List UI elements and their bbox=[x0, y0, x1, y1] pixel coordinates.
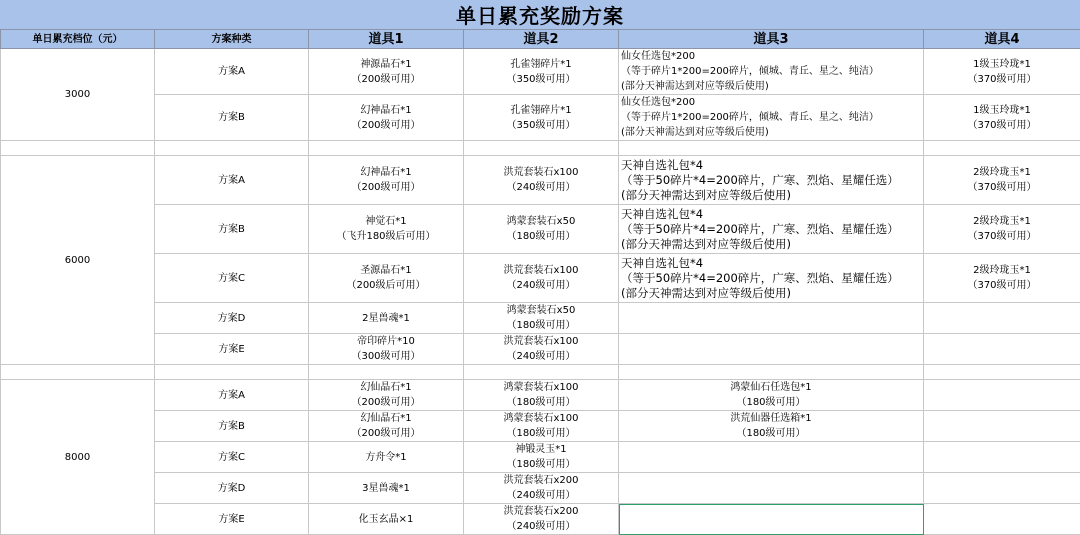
item3-cell[interactable]: 洪荒仙器任选箱*1 （180级可用） bbox=[619, 411, 924, 442]
item3-cell-selected[interactable] bbox=[619, 504, 924, 535]
item1-cell[interactable]: 神源晶石*1 （200级可用） bbox=[309, 49, 464, 95]
plan-cell[interactable]: 方案B bbox=[155, 95, 309, 141]
item4-cell[interactable] bbox=[924, 442, 1080, 473]
plan-cell[interactable]: 方案D bbox=[155, 473, 309, 504]
table-row bbox=[1, 442, 1080, 473]
item3-cell[interactable] bbox=[619, 442, 924, 473]
table-row bbox=[1, 473, 1080, 504]
table-row bbox=[1, 504, 1080, 535]
item4-cell[interactable] bbox=[924, 504, 1080, 535]
table-row bbox=[1, 95, 1080, 141]
plan-cell[interactable]: 方案B bbox=[155, 205, 309, 254]
header-item1[interactable]: 道具1 bbox=[309, 30, 464, 49]
tier-cell[interactable]: 3000 bbox=[1, 49, 155, 141]
item4-cell[interactable] bbox=[924, 411, 1080, 442]
item1-cell[interactable]: 帝印碎片*10 （300级可用） bbox=[309, 334, 464, 365]
item2-cell[interactable]: 洪荒套装石x100 （240级可用） bbox=[464, 254, 619, 303]
plan-cell[interactable]: 方案A bbox=[155, 49, 309, 95]
spacer-row bbox=[1, 365, 1080, 380]
item2-cell[interactable]: 洪荒套装石x200 （240级可用） bbox=[464, 473, 619, 504]
item3-cell[interactable]: 仙女任选包*200 （等于碎片1*200=200碎片，倾城、青丘、星之、纯洁） (部分天神需达到对应等级后使用) bbox=[619, 49, 924, 95]
table-row bbox=[1, 334, 1080, 365]
item1-cell[interactable]: 方舟令*1 bbox=[309, 442, 464, 473]
item1-cell[interactable]: 幻神晶石*1 （200级可用） bbox=[309, 95, 464, 141]
item2-cell[interactable]: 洪荒套装石x100 （240级可用） bbox=[464, 156, 619, 205]
item4-cell[interactable]: 1级玉玲珑*1 （370级可用） bbox=[924, 95, 1080, 141]
item3-cell[interactable]: 仙女任选包*200 （等于碎片1*200=200碎片，倾城、青丘、星之、纯洁） (部分天神需达到对应等级后使用) bbox=[619, 95, 924, 141]
header-row bbox=[1, 30, 1080, 49]
item2-cell[interactable]: 洪荒套装石x100 （240级可用） bbox=[464, 334, 619, 365]
tier-cell[interactable]: 8000 bbox=[1, 380, 155, 535]
plan-cell[interactable]: 方案A bbox=[155, 156, 309, 205]
spacer-row bbox=[1, 141, 1080, 156]
plan-cell[interactable]: 方案C bbox=[155, 254, 309, 303]
plan-cell[interactable]: 方案C bbox=[155, 442, 309, 473]
item3-cell[interactable]: 天神自选礼包*4 （等于50碎片*4=200碎片，广寒、烈焰、星耀任选） (部分天神需达到对应等级后使用) bbox=[619, 205, 924, 254]
item3-cell[interactable] bbox=[619, 303, 924, 334]
item2-cell[interactable]: 鸿蒙套装石x100 （180级可用） bbox=[464, 411, 619, 442]
item1-cell[interactable]: 幻神晶石*1 （200级可用） bbox=[309, 156, 464, 205]
item3-cell[interactable]: 天神自选礼包*4 （等于50碎片*4=200碎片，广寒、烈焰、星耀任选） (部分天神需达到对应等级后使用) bbox=[619, 156, 924, 205]
table-row bbox=[1, 156, 1080, 205]
item2-cell[interactable]: 洪荒套装石x200 （240级可用） bbox=[464, 504, 619, 535]
item4-cell[interactable] bbox=[924, 303, 1080, 334]
item1-cell[interactable]: 圣源晶石*1 （200级后可用） bbox=[309, 254, 464, 303]
table-row bbox=[1, 49, 1080, 95]
plan-cell[interactable]: 方案D bbox=[155, 303, 309, 334]
table-row bbox=[1, 303, 1080, 334]
plan-cell[interactable]: 方案A bbox=[155, 380, 309, 411]
sheet-title[interactable]: 单日累充奖励方案 bbox=[0, 0, 1080, 30]
item3-cell[interactable]: 鸿蒙仙石任选包*1 （180级可用） bbox=[619, 380, 924, 411]
tier-cell[interactable]: 6000 bbox=[1, 156, 155, 365]
header-item2[interactable]: 道具2 bbox=[464, 30, 619, 49]
table-row bbox=[1, 411, 1080, 442]
item1-cell[interactable]: 2星兽魂*1 bbox=[309, 303, 464, 334]
item1-cell[interactable]: 3星兽魂*1 bbox=[309, 473, 464, 504]
item4-cell[interactable]: 2级玲珑玉*1 （370级可用） bbox=[924, 205, 1080, 254]
header-plan[interactable]: 方案种类 bbox=[155, 30, 309, 49]
item4-cell[interactable] bbox=[924, 473, 1080, 504]
reward-table bbox=[0, 29, 1080, 535]
item2-cell[interactable]: 鸿蒙套装石x100 （180级可用） bbox=[464, 380, 619, 411]
item4-cell[interactable]: 2级玲珑玉*1 （370级可用） bbox=[924, 254, 1080, 303]
item4-cell[interactable] bbox=[924, 334, 1080, 365]
table-row bbox=[1, 205, 1080, 254]
item3-cell[interactable]: 天神自选礼包*4 （等于50碎片*4=200碎片，广寒、烈焰、星耀任选） (部分天神需达到对应等级后使用) bbox=[619, 254, 924, 303]
item3-cell[interactable] bbox=[619, 334, 924, 365]
header-tier[interactable]: 单日累充档位（元） bbox=[1, 30, 155, 49]
item2-cell[interactable]: 神锻灵玉*1 （180级可用） bbox=[464, 442, 619, 473]
header-item4[interactable]: 道具4 bbox=[924, 30, 1080, 49]
table-row bbox=[1, 254, 1080, 303]
item1-cell[interactable]: 化玉玄晶×1 bbox=[309, 504, 464, 535]
item1-cell[interactable]: 神觉石*1 （飞升180级后可用） bbox=[309, 205, 464, 254]
item4-cell[interactable]: 2级玲珑玉*1 （370级可用） bbox=[924, 156, 1080, 205]
header-item3[interactable]: 道具3 bbox=[619, 30, 924, 49]
item2-cell[interactable]: 孔雀翎碎片*1 （350级可用） bbox=[464, 49, 619, 95]
item4-cell[interactable] bbox=[924, 380, 1080, 411]
plan-cell[interactable]: 方案E bbox=[155, 504, 309, 535]
table-row bbox=[1, 380, 1080, 411]
item1-cell[interactable]: 幻仙晶石*1 （200级可用） bbox=[309, 411, 464, 442]
item4-cell[interactable]: 1级玉玲珑*1 （370级可用） bbox=[924, 49, 1080, 95]
item3-cell[interactable] bbox=[619, 473, 924, 504]
item2-cell[interactable]: 孔雀翎碎片*1 （350级可用） bbox=[464, 95, 619, 141]
plan-cell[interactable]: 方案E bbox=[155, 334, 309, 365]
item2-cell[interactable]: 鸿蒙套装石x50 （180级可用） bbox=[464, 303, 619, 334]
item1-cell[interactable]: 幻仙晶石*1 （200级可用） bbox=[309, 380, 464, 411]
plan-cell[interactable]: 方案B bbox=[155, 411, 309, 442]
item2-cell[interactable]: 鸿蒙套装石x50 （180级可用） bbox=[464, 205, 619, 254]
